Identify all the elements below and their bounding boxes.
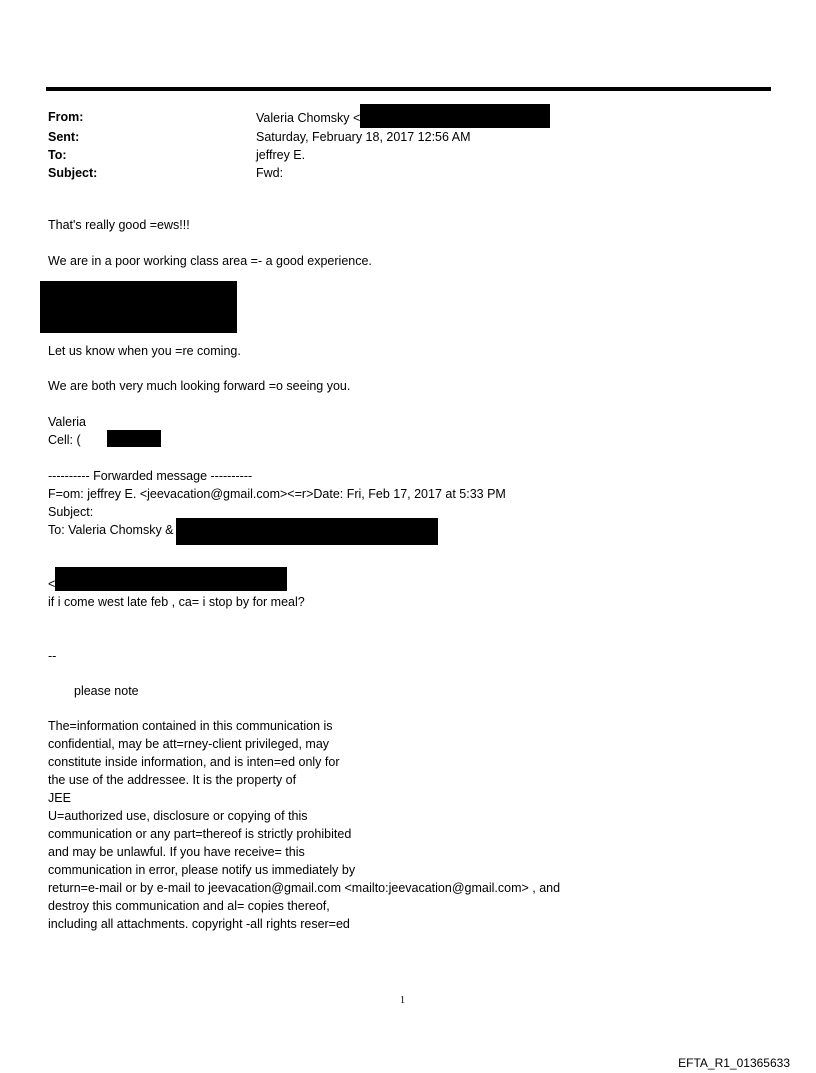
from-value: Valeria Chomsky < xyxy=(256,111,361,125)
disclaimer-line: constitute inside information, and is inten=ed only for xyxy=(48,755,340,769)
signature-cell xyxy=(48,431,81,449)
redaction-cell-number xyxy=(107,430,161,447)
redaction-address xyxy=(55,567,287,591)
from-row xyxy=(48,108,550,128)
redaction-from-email xyxy=(360,104,550,128)
page-number: 1 xyxy=(400,995,405,1006)
disclaimer-line: The=information contained in this communication is xyxy=(48,719,333,733)
disclaimer-line: return=e-mail or by e-mail to jeevacation@gmail.com <mailto:jeevacation@gmail.com> , and xyxy=(48,881,561,895)
cell-label: Cell: ( xyxy=(48,433,81,447)
forwarded-separator: ---------- Forwarded message ---------- xyxy=(48,469,253,483)
subject-value: Fwd: xyxy=(256,166,284,180)
body-line: We are both very much looking forward =o seeing you. xyxy=(48,379,351,393)
subject-label: Subject: xyxy=(48,166,98,180)
bates-number: EFTA_R1_01365633 xyxy=(678,1056,790,1070)
angle-bracket: < xyxy=(48,577,56,591)
body-line: We are in a poor working class area =- a good experience. xyxy=(48,254,372,268)
disclaimer-line: communication or any part=thereof is strictly prohibited xyxy=(48,827,352,841)
disclaimer-line: destroy this communication and al= copies thereof, xyxy=(48,899,330,913)
subject-row xyxy=(48,164,550,182)
sent-row xyxy=(48,128,550,146)
body-line: Let us know when you =re coming. xyxy=(48,344,241,358)
forwarded-to: To: Valeria Chomsky & xyxy=(48,523,174,537)
redaction-to-email xyxy=(176,518,438,545)
to-label: To: xyxy=(48,148,67,162)
email-header xyxy=(48,108,550,182)
to-row xyxy=(48,146,550,164)
disclaimer-line: confidential, may be att=rney-client privileged, may xyxy=(48,737,330,751)
forwarded-from: F=om: jeffrey E. <jeevacation@gmail.com><=r>Date: Fri, Feb 17, 2017 at 5:33 PM xyxy=(48,487,506,501)
disclaimer-line: and may be unlawful. If you have receive= this xyxy=(48,845,305,859)
to-value: jeffrey E. xyxy=(256,148,306,162)
from-label: From: xyxy=(48,110,84,124)
disclaimer-line: JEE xyxy=(48,791,71,805)
sent-value: Saturday, February 18, 2017 12:56 AM xyxy=(256,130,471,144)
disclaimer-line: communication in error, please notify us immediately by xyxy=(48,863,356,877)
redaction-block xyxy=(40,281,237,333)
sent-label: Sent: xyxy=(48,130,80,144)
body-line: That's really good =ews!!! xyxy=(48,218,190,232)
signature-separator: -- xyxy=(48,649,57,663)
disclaimer-line: including all attachments. copyright -all rights reser=ed xyxy=(48,917,350,931)
forwarded-subject: Subject: xyxy=(48,505,94,519)
top-rule xyxy=(46,87,771,91)
please-note: please note xyxy=(74,684,139,698)
disclaimer-line: U=authorized use, disclosure or copying of this xyxy=(48,809,308,823)
message-line: if i come west late feb , ca= i stop by for meal? xyxy=(48,595,305,609)
disclaimer-line: the use of the addressee. It is the property of xyxy=(48,773,297,787)
signature-name: Valeria xyxy=(48,415,86,429)
